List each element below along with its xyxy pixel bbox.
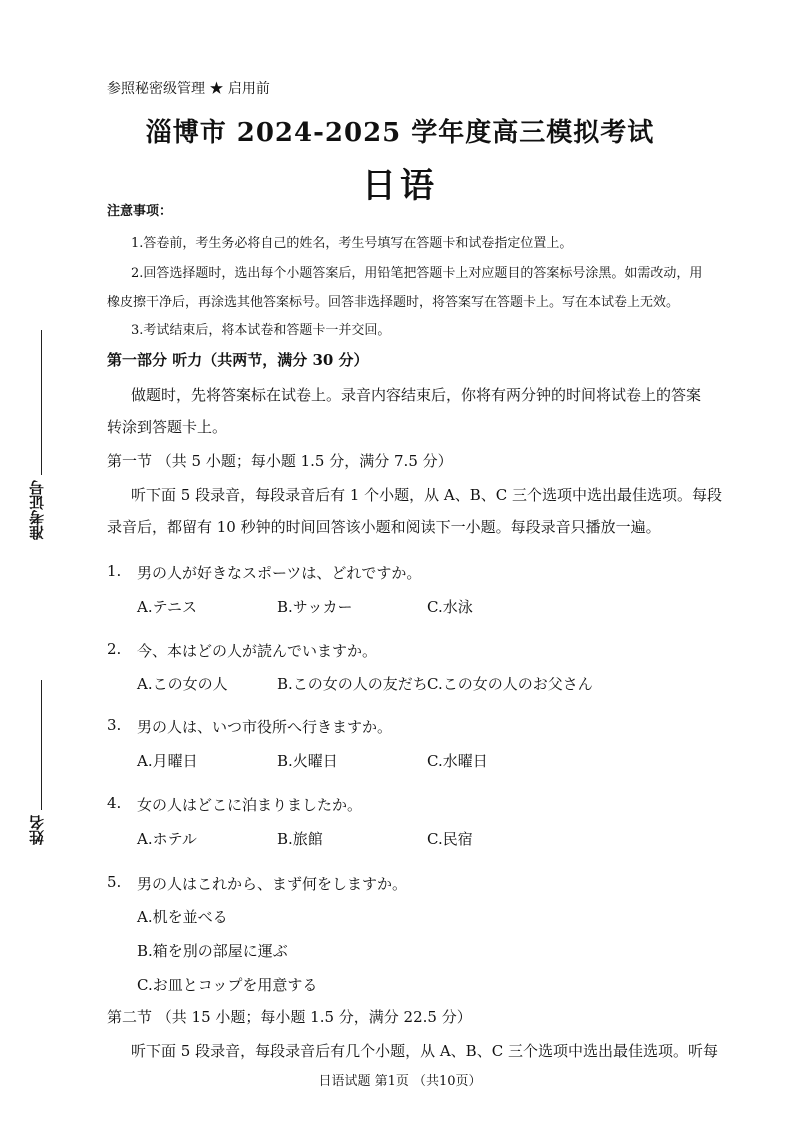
star-icon: ★ <box>209 81 224 97</box>
secrecy-suffix: 启用前 <box>227 81 270 97</box>
question-text: 男の人はこれから、まず何をしますか。 <box>137 875 408 893</box>
note-item-2-cont: 橡皮擦干净后，再涂选其他答案标号。回答非选择题时，将答案写在答题卡上。写在本试卷上无效。 <box>107 295 680 310</box>
exam-id-label: 准考证号 <box>28 480 46 540</box>
notes-heading: 注意事项： <box>107 204 173 219</box>
option-a: A.机を並べる <box>137 908 228 926</box>
option-b: B.サッカー <box>277 598 353 616</box>
subject-title: 日语 <box>362 166 438 206</box>
exam-title: 淄博市 2024-2025 学年度高三模拟考试 <box>145 118 655 148</box>
option-a: A.テニス <box>137 598 198 616</box>
part1-intro-2: 转涂到答题卡上。 <box>107 418 228 436</box>
note-item-2: 2.回答选择题时，选出每个小题答案后，用铅笔把答题卡上对应题目的答案标号涂黑。如需改动，用 <box>131 266 703 281</box>
option-c: C.水曜日 <box>427 752 488 770</box>
option-b: B.この女の人の友だち <box>277 675 428 693</box>
question-text: 男の人が好きなスポーツは、どれですか。 <box>137 564 422 582</box>
question-number: 3. <box>107 716 122 734</box>
option-b: B.旅館 <box>277 830 323 848</box>
part1-intro-1: 做题时，先将答案标在试卷上。录音内容结束后，你将有两分钟的时间将试卷上的答案 <box>131 386 702 404</box>
section2-heading: 第二节 （共 15 小题；每小题 1.5 分，满分 22.5 分） <box>107 1008 472 1026</box>
option-c: C.この女の人のお父さん <box>427 675 593 693</box>
option-a: A.ホテル <box>137 830 197 848</box>
secrecy-text: 参照秘密级管理 <box>107 81 205 97</box>
name-line <box>41 680 42 810</box>
option-c: C.民宿 <box>427 830 473 848</box>
note-item-1: 1.答卷前，考生务必将自己的姓名，考生号填写在答题卡和试卷指定位置上。 <box>131 236 573 251</box>
option-c: C.水泳 <box>427 598 473 616</box>
option-a: A.月曜日 <box>137 752 198 770</box>
question-number: 4. <box>107 794 122 812</box>
question-number: 1. <box>107 562 122 580</box>
question-text: 男の人は、いつ市役所へ行きますか。 <box>137 718 393 736</box>
question-number: 5. <box>107 873 122 891</box>
part1-heading: 第一部分 听力（共两节，满分 30 分） <box>107 351 369 369</box>
name-label: 姓名 <box>28 815 46 845</box>
section1-intro-1: 听下面 5 段录音，每段录音后有 1 个小题，从 A、B、C 三个选项中选出最佳选项。每段 <box>131 486 723 504</box>
exam-id-line <box>41 330 42 475</box>
section1-intro-2: 录音后，都留有 10 秒钟的时间回答该小题和阅读下一小题。每段录音只播放一遍。 <box>107 518 661 536</box>
page-footer: 日语试题 第1页 （共10页） <box>318 1074 482 1089</box>
question-text: 女の人はどこに泊まりましたか。 <box>137 796 363 814</box>
question-text: 今、本はどの人が読んでいますか。 <box>137 642 378 660</box>
option-a: A.この女の人 <box>137 675 228 693</box>
option-c: C.お皿とコップを用意する <box>137 976 318 994</box>
secrecy-line <box>107 78 270 98</box>
option-b: B.火曜日 <box>277 752 338 770</box>
section1-heading: 第一节 （共 5 小题；每小题 1.5 分，满分 7.5 分） <box>107 452 453 470</box>
section2-intro-1: 听下面 5 段录音，每段录音后有几个小题，从 A、B、C 三个选项中选出最佳选项。听每 <box>131 1042 718 1060</box>
option-b: B.箱を別の部屋に運ぶ <box>137 942 288 960</box>
question-number: 2. <box>107 640 122 658</box>
note-item-3: 3.考试结束后，将本试卷和答题卡一并交回。 <box>131 323 391 338</box>
